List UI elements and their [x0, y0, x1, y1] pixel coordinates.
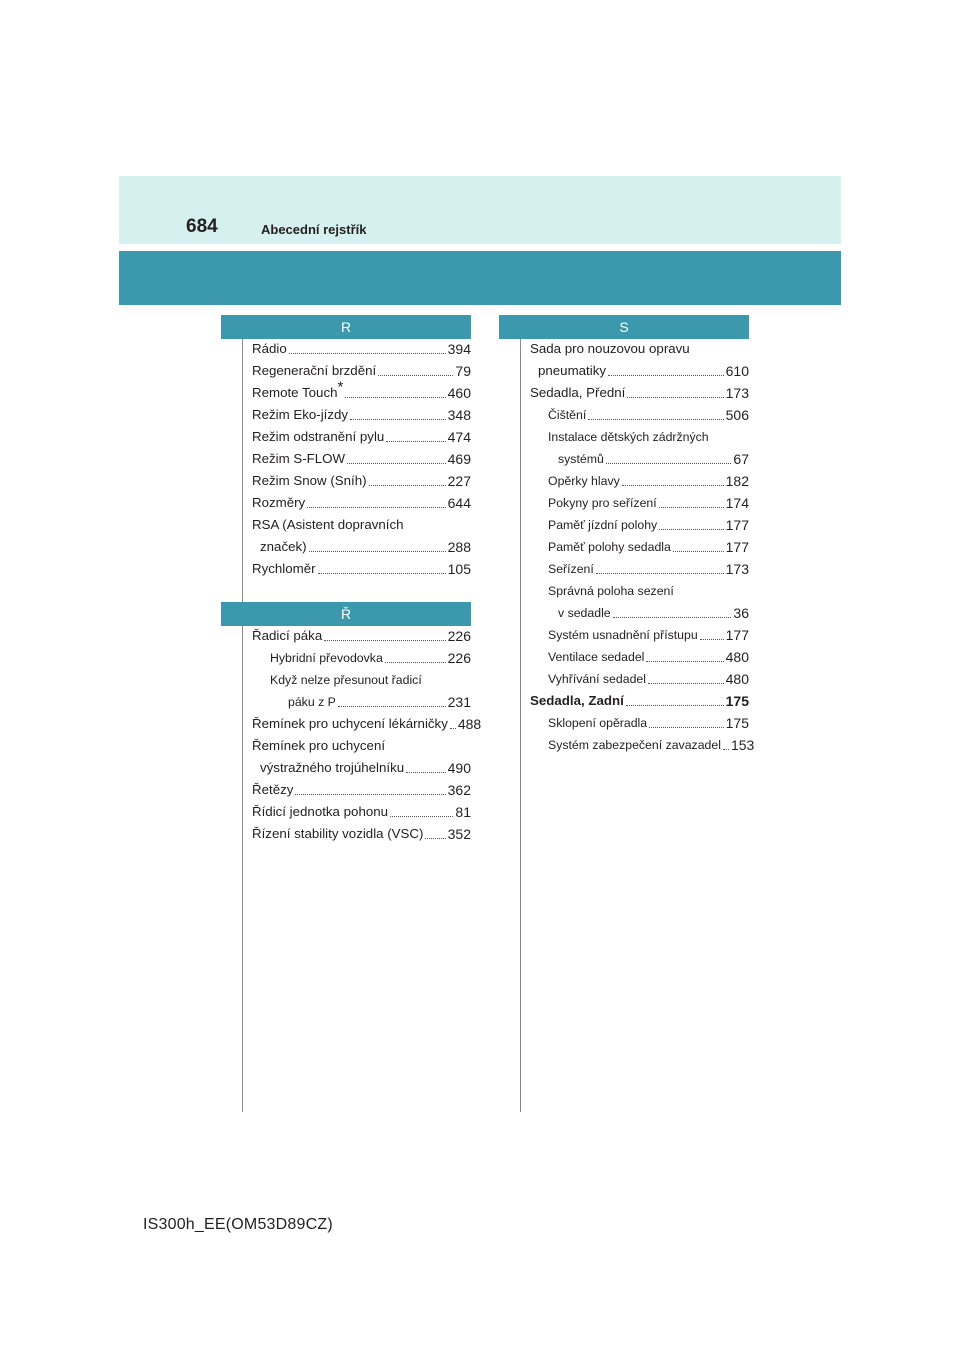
document-code: IS300h_EE(OM53D89CZ) — [143, 1216, 333, 1233]
index-subentry: Seřízení 173 — [548, 561, 749, 577]
index-subentry: Vyhřívání sedadel 480 — [548, 671, 749, 687]
index-entry: Sedadla, Přední 173 — [530, 385, 749, 401]
index-group-s — [530, 338, 755, 756]
right-column-rule — [520, 320, 521, 1112]
index-entry: Režim S-FLOW 469 — [252, 451, 471, 467]
section-title: Abecední rejstřík — [261, 222, 367, 237]
index-subentry: Systém usnadnění přístupu 177 — [548, 627, 749, 643]
index-entry: Režim Snow (Sníh) 227 — [252, 473, 471, 489]
index-subentry-line1: Když nelze přesunout řadicí — [270, 673, 422, 687]
index-entry: značek) 288 — [260, 539, 471, 555]
index-entry: Řetězy 362 — [252, 782, 471, 798]
index-group-r-caron — [252, 625, 482, 845]
index-subentry: Sklopení opěradla 175 — [548, 715, 749, 731]
index-subentry: Čištění 506 — [548, 407, 749, 423]
index-entry-line1: Řemínek pro uchycení — [252, 738, 386, 753]
index-entry: Režim Eko-jízdy 348 — [252, 407, 471, 423]
header-blue-band — [119, 251, 841, 305]
index-entry: Rádio 394 — [252, 341, 471, 357]
index-entry: Rozměry 644 — [252, 495, 471, 511]
index-entry: výstražného trojúhelníku 490 — [260, 760, 471, 776]
left-column-rule — [242, 320, 243, 1112]
footnote-mark: * — [337, 378, 344, 396]
index-group-r — [252, 338, 471, 580]
index-subentry: páku z P 231 — [288, 694, 471, 710]
index-subentry-line1: Instalace dětských zádržných — [548, 430, 709, 444]
index-entry: Řadicí páka 226 — [252, 628, 471, 644]
index-subentry: v sedadle 36 — [558, 605, 749, 621]
index-subentry: Paměť polohy sedadla 177 — [548, 539, 749, 555]
index-subentry: Systém zabezpečení zavazadel 153 — [548, 737, 755, 753]
index-subentry-line1: Správná poloha sezení — [548, 584, 674, 598]
letter-heading-r-caron: Ř — [221, 602, 471, 626]
index-subentry: Pokyny pro seřízení 174 — [548, 495, 749, 511]
index-entry: Řídicí jednotka pohonu 81 — [252, 804, 471, 820]
letter-heading-s: S — [499, 315, 749, 339]
index-entry: Řízení stability vozidla (VSC) 352 — [252, 826, 471, 842]
index-entry: Řemínek pro uchycení lékárničky 488 — [252, 716, 482, 732]
index-entry-line1: RSA (Asistent dopravních — [252, 517, 404, 532]
index-entry: Regenerační brzdění 79 — [252, 363, 471, 379]
index-entry: Sedadla, Zadní 175 — [530, 693, 749, 709]
index-subentry: systémů 67 — [558, 451, 749, 467]
header-band — [119, 176, 841, 244]
page-number: 684 — [186, 216, 218, 237]
index-subentry: Ventilace sedadel 480 — [548, 649, 749, 665]
index-entry: Rychloměr 105 — [252, 561, 471, 577]
index-entry-line1: Sada pro nouzovou opravu — [530, 341, 690, 356]
index-subentry: Paměť jízdní polohy 177 — [548, 517, 749, 533]
index-subentry: Hybridní převodovka 226 — [270, 650, 471, 666]
index-entry: Režim odstranění pylu 474 — [252, 429, 471, 445]
index-entry: pneumatiky 610 — [538, 363, 749, 379]
index-subentry: Opěrky hlavy 182 — [548, 473, 749, 489]
letter-heading-r: R — [221, 315, 471, 339]
index-entry: Remote Touch* 460 — [252, 378, 471, 401]
